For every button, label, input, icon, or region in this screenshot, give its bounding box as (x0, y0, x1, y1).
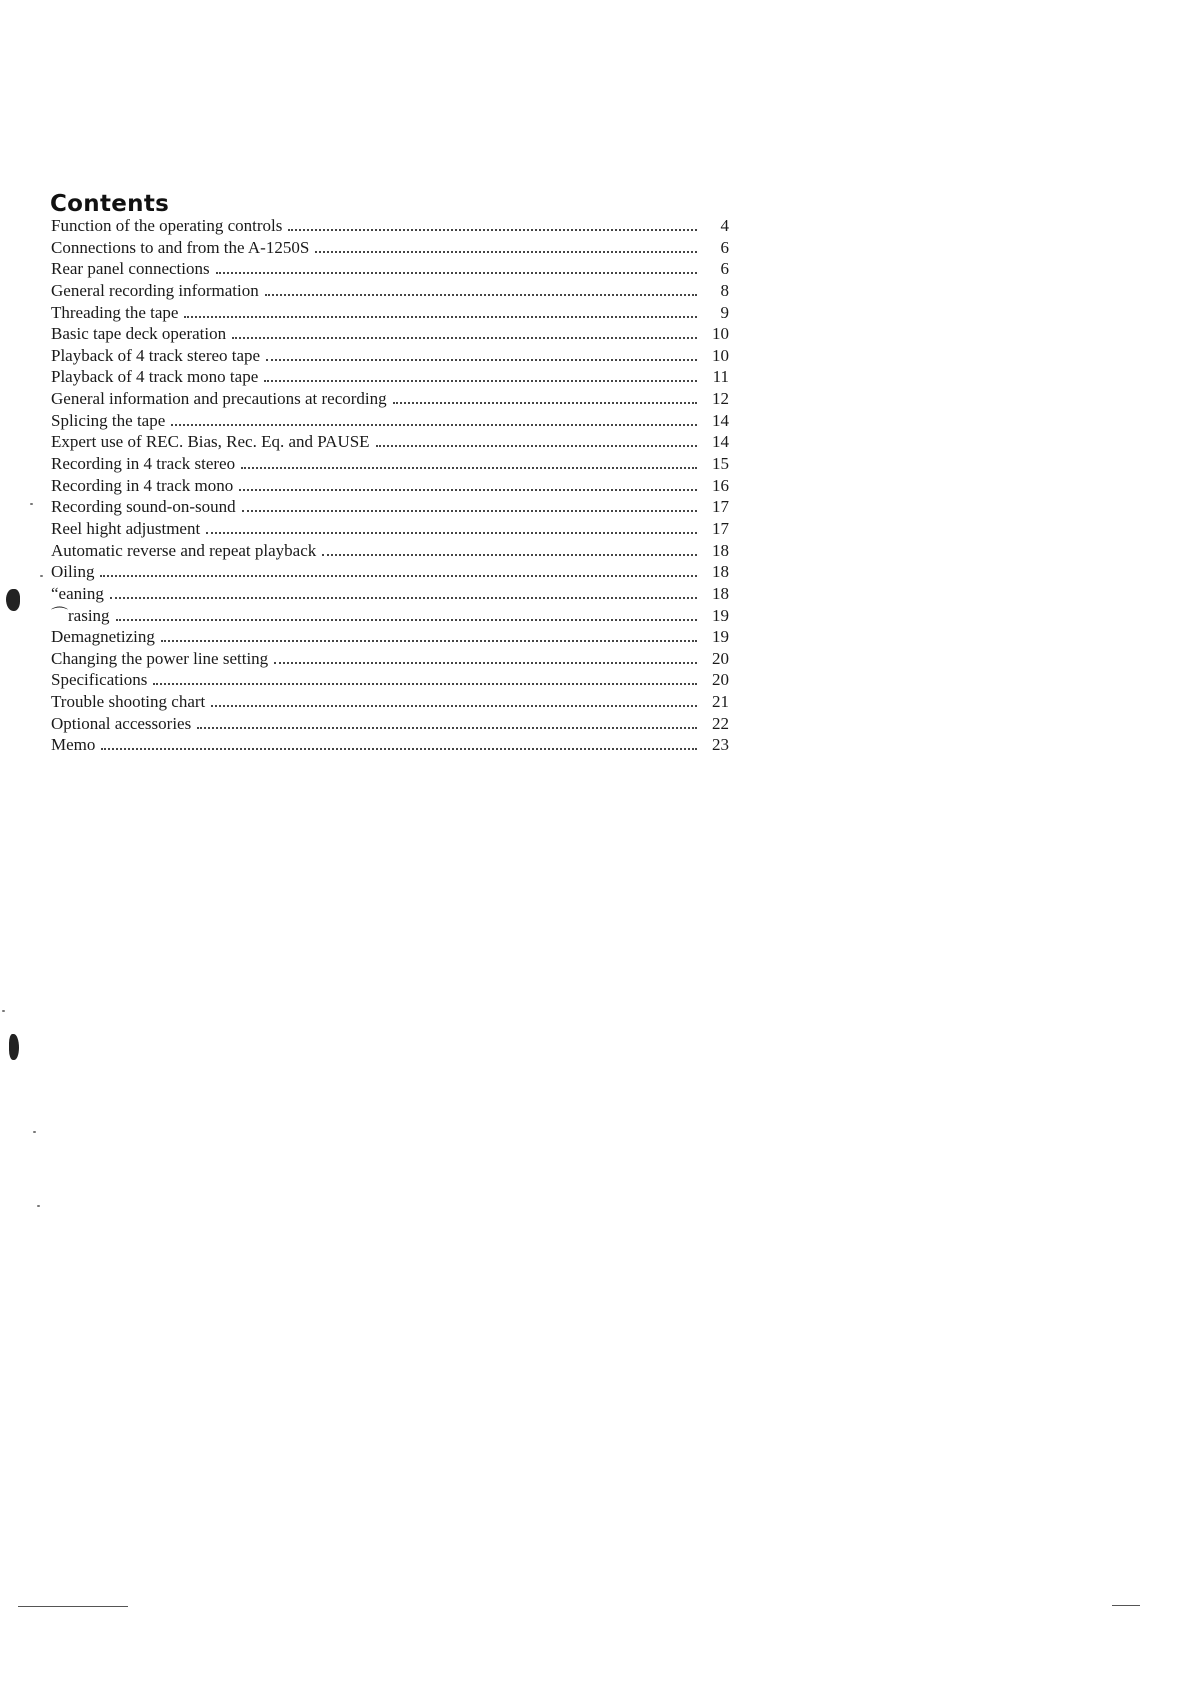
toc-entry-label: Specifications (51, 670, 148, 690)
toc-entry (51, 518, 729, 540)
dot-leader (101, 748, 697, 750)
toc-entry-label: ⌒rasing (51, 605, 110, 625)
dot-leader (216, 272, 697, 274)
dot-leader (266, 359, 697, 361)
toc-entry-page: 12 (712, 389, 729, 409)
toc-entry (51, 648, 729, 670)
toc-entry (51, 237, 729, 259)
toc-entry-page: 14 (712, 410, 729, 430)
toc-entry-page: 20 (712, 670, 729, 690)
toc-entry-page: 21 (712, 692, 729, 712)
dot-leader (239, 489, 697, 491)
dot-leader (206, 532, 697, 534)
dot-leader (322, 554, 697, 556)
dot-leader (376, 445, 697, 447)
toc-entry-label: Rear panel connections (51, 259, 210, 279)
toc-entry-label: Threading the tape (51, 302, 179, 322)
toc-entry (51, 713, 729, 735)
toc-entry (51, 561, 729, 583)
dot-leader (211, 705, 697, 707)
toc-entry (51, 431, 729, 453)
dot-leader (288, 229, 697, 231)
dot-leader (110, 597, 697, 599)
dot-leader (197, 727, 697, 729)
page-title: Contents (50, 191, 170, 218)
toc-entry (51, 496, 729, 518)
toc-entry-page: 14 (712, 432, 729, 452)
toc-entry-label: Oiling (51, 562, 95, 582)
scan-speck (33, 1131, 36, 1133)
toc-entry (51, 410, 729, 432)
toc-entry (51, 691, 729, 713)
toc-entry-page: 19 (712, 605, 729, 625)
toc-entry-label: Optional accessories (51, 713, 192, 733)
toc-entry-label: Automatic reverse and repeat playback (51, 540, 317, 560)
toc-entry-label: Trouble shooting chart (51, 692, 206, 712)
dot-leader (264, 380, 697, 382)
toc-entry-label: Splicing the tape (51, 410, 166, 430)
toc-entry (51, 323, 729, 345)
dot-leader (315, 251, 697, 253)
toc-entry-label: “eaning (51, 583, 104, 603)
toc-entry-page: 16 (712, 475, 729, 495)
scan-speck (2, 1010, 5, 1012)
scan-speck (30, 503, 33, 505)
scan-edge-line (1112, 1605, 1140, 1606)
toc-entry (51, 626, 729, 648)
toc-entry-page: 18 (712, 583, 729, 603)
toc-entry-page: 17 (712, 497, 729, 517)
toc-entry-page: 18 (712, 540, 729, 560)
toc-entry-page: 9 (720, 302, 729, 322)
toc-entry (51, 388, 729, 410)
dot-leader (184, 316, 697, 318)
toc-entry (51, 583, 729, 605)
scan-edge-line (18, 1606, 128, 1607)
toc-entry-label: Basic tape deck operation (51, 324, 227, 344)
toc-entry-page: 11 (712, 367, 729, 387)
toc-entry-page: 4 (720, 216, 729, 235)
toc-entry-page: 6 (720, 237, 729, 257)
toc-entry (51, 345, 729, 367)
toc-entry-label: Playback of 4 track stereo tape (51, 345, 261, 365)
toc-entry (51, 280, 729, 302)
toc-entry-label: Recording in 4 track stereo (51, 454, 236, 474)
toc-entry-page: 10 (712, 345, 729, 365)
toc-entry-page: 6 (720, 259, 729, 279)
toc-entry-label: Recording in 4 track mono (51, 475, 234, 495)
dot-leader (100, 575, 697, 577)
scan-speck (40, 575, 43, 577)
punch-hole-mark (9, 1034, 19, 1060)
toc-entry-label: Reel hight adjustment (51, 518, 201, 538)
toc-entry (51, 605, 729, 627)
toc-entry-page: 22 (712, 713, 729, 733)
toc-entry-page: 15 (712, 454, 729, 474)
table-of-contents (51, 215, 729, 756)
dot-leader (393, 402, 697, 404)
toc-entry (51, 453, 729, 475)
scan-speck (37, 1205, 40, 1207)
dot-leader (171, 424, 697, 426)
dot-leader (161, 640, 697, 642)
toc-entry-label: Playback of 4 track mono tape (51, 367, 259, 387)
toc-entry-label: Memo (51, 735, 96, 755)
toc-entry-label: General information and precautions at recording (51, 389, 387, 409)
toc-entry-page: 23 (712, 735, 729, 755)
toc-entry-page: 17 (712, 518, 729, 538)
dot-leader (242, 510, 697, 512)
toc-entry (51, 669, 729, 691)
dot-leader (153, 683, 697, 685)
dot-leader (116, 619, 697, 621)
toc-entry (51, 302, 729, 324)
toc-entry-label: Function of the operating controls (51, 216, 283, 235)
toc-entry-page: 19 (712, 627, 729, 647)
toc-entry-label: Recording sound-on-sound (51, 497, 236, 517)
toc-entry (51, 734, 729, 756)
toc-entry-label: Connections to and from the A-1250S (51, 237, 310, 257)
toc-entry-page: 20 (712, 648, 729, 668)
toc-entry-label: Demagnetizing (51, 627, 155, 647)
dot-leader (265, 294, 697, 296)
toc-entry-page: 10 (712, 324, 729, 344)
toc-entry-label: Changing the power line setting (51, 648, 269, 668)
toc-entry (51, 540, 729, 562)
punch-hole-mark (6, 589, 20, 611)
dot-leader (274, 662, 697, 664)
toc-entry (51, 215, 729, 237)
toc-entry (51, 366, 729, 388)
dot-leader (232, 337, 697, 339)
toc-entry-label: General recording information (51, 280, 259, 300)
toc-entry-page: 8 (720, 280, 729, 300)
toc-entry-page: 18 (712, 562, 729, 582)
toc-entry (51, 258, 729, 280)
dot-leader (241, 467, 697, 469)
toc-entry (51, 475, 729, 497)
toc-entry-label: Expert use of REC. Bias, Rec. Eq. and PAUSE (51, 432, 370, 452)
